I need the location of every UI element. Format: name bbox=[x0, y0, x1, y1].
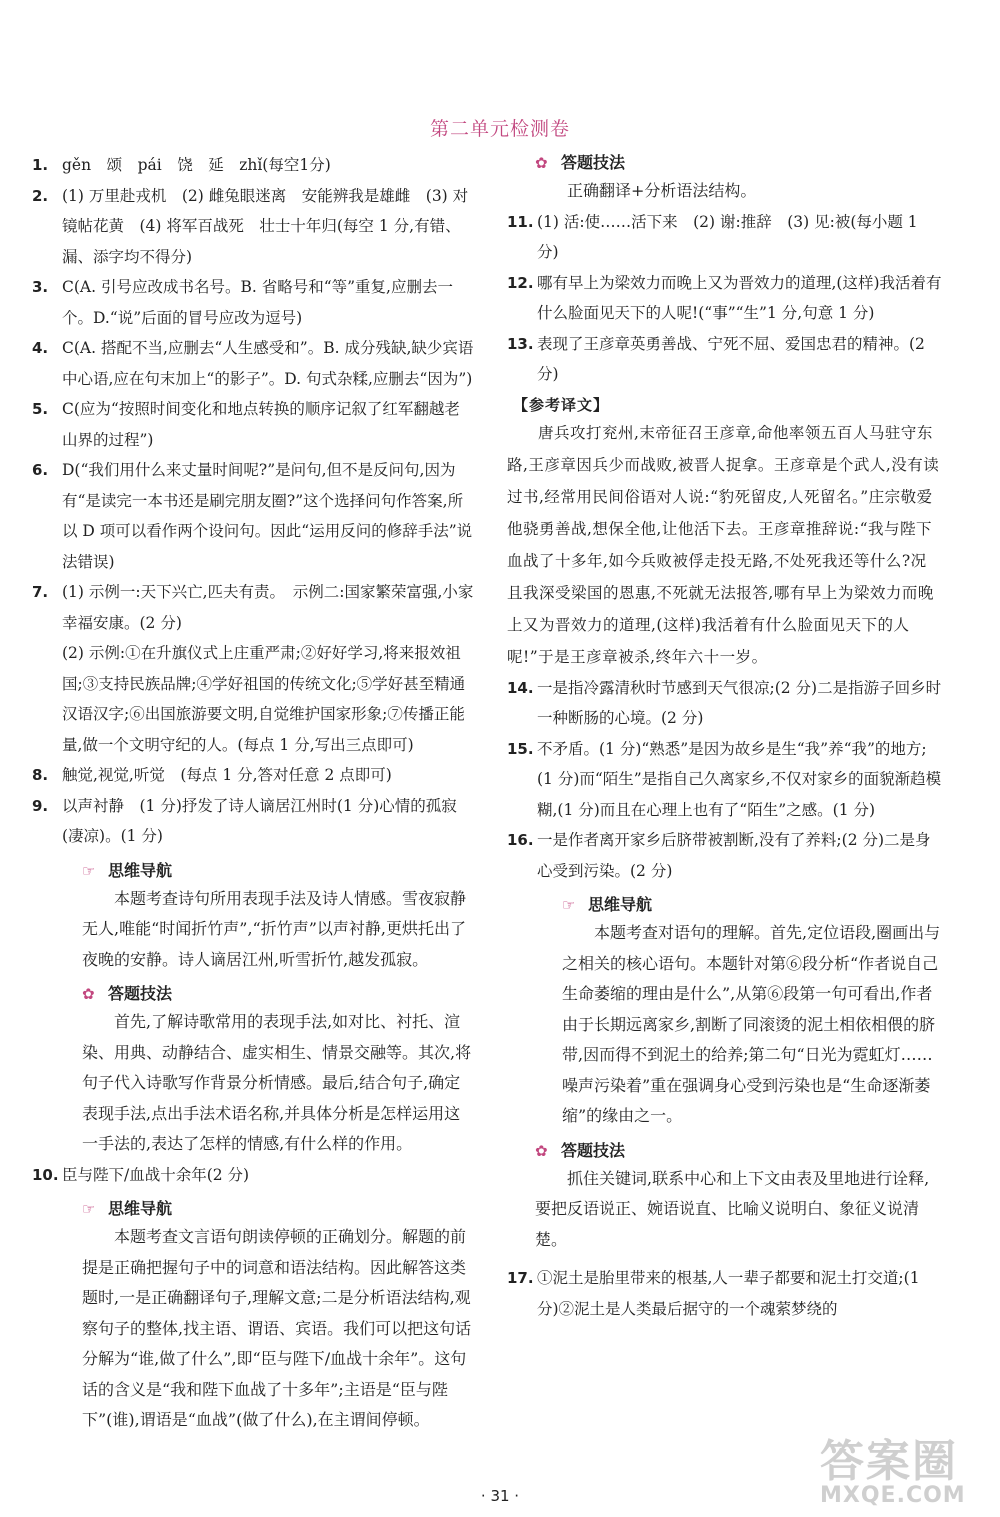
answer-item: (2) 示例:①在升旗仪式上庄重严肃;②好好学习,将来报效祖国;③支持民族品牌;④学好祖国的传统文化;⑤学好甚至精通汉语汉字;⑥出国旅游要文明,自觉维护国家形象;⑦传播正能量,做一个文明守纪的人。(每点 1 分,写出三点即可) bbox=[62, 644, 466, 754]
answer-item: 10. 臣与陛下/血战十余年(2 分) bbox=[32, 1165, 250, 1184]
answer-method: ✿ 答题技法 正确翻译+分析语法结构。 bbox=[535, 153, 757, 200]
answer-item: 9. 以声衬静 (1 分)抒发了诗人谪居江州时(1 分)心情的孤寂(凄凉)。(1 分) bbox=[32, 796, 457, 845]
answer-item: 5. C(应为“按照时间变化和地点转换的顺序记叙了红军翻越老山界的过程”) bbox=[32, 400, 460, 449]
page-number: · 31 · bbox=[480, 1487, 520, 1505]
answer-item: 17. ①泥土是胎里带来的根基,人一辈子都要和泥土打交道;(1 分)②泥土是人类最后据守的一个魂萦梦绕的 bbox=[507, 1269, 920, 1318]
hand-icon: ☞ bbox=[82, 1200, 96, 1218]
hand-icon: ☞ bbox=[562, 896, 576, 914]
answer-item: 16. 一是作者离开家乡后脐带被割断,没有了养料;(2 分)二是身心受到污染。(2 分) bbox=[507, 831, 931, 880]
answer-item: 7. (1) 示例一:天下兴亡,匹夫有责。 示例二:国家繁荣富强,小家幸福安康。(2 分) bbox=[32, 583, 474, 632]
hand-icon: ☞ bbox=[82, 861, 96, 880]
left-column bbox=[32, 150, 474, 1436]
answer-item: 3. C(A. 引号应改成书名号。B. 省略号和“等”重复,应删去一个。D.“说”后面的冒号应改为逗号) bbox=[32, 278, 453, 327]
answer-item: 2. (1) 万里赴戎机 (2) 雌兔眼迷离 安能辨我是雄雌 (3) 对镜帖花黄 (4) 将军百战死 壮士十年归(每空 1 分,有错、漏、添字均不得分) bbox=[32, 186, 469, 266]
flower-icon: ✿ bbox=[82, 985, 95, 1003]
reference-translation: 【参考译文】 唐兵攻打兖州,末帝征召王彦章,命他率领五百人马驻守东路,王彦章因兵少而战败,被晋人捉拿。王彦章是个武人,没有读过书,经常用民间俗语对人说:“豹死留皮,人死留名。”庄宗敬爱他骁勇善战,想保全他,让他活下去。王彦章推辞说:“我与陛下血战了十多年,如今兵败被俘走投无路,不处死我还等什么?况且我深受梁国的恩惠,不死就无法报答,哪有早上为梁效力而晚上又为晋效力的道理,(这样)我活着有什么脸面见天下的人呢!”于是王彦章被杀,终年六十一岁。 bbox=[507, 395, 940, 666]
answer-item: 6. D(“我们用什么来丈量时间呢?”是问句,但不是反问句,因为有“是读完一本书还是刷完朋友圈?”这个选择问句作答案,所以 D 项可以看作两个设问句。因此“运用反问的修辞手法”说法错误) bbox=[32, 461, 473, 571]
answer-item: 11. (1) 活:使……活下来 (2) 谢:推辞 (3) 见:被(每小题 1 分) bbox=[507, 212, 918, 261]
answer-item: 4. C(A. 搭配不当,应删去“人生感受和”。B. 成分残缺,缺少宾语中心语,应在句末加上“的影子”。D. 句式杂糅,应删去“因为”) bbox=[32, 339, 474, 388]
answer-item: 14. 一是指冷露清秋时节感到天气很凉;(2 分)二是指游子回乡时一种断肠的心境。(2 分) bbox=[507, 678, 942, 727]
answer-method: ✿ 答题技法 抓住关键词,联系中心和上下文由表及里地进行诠释,要把反语说正、婉语说直、比喻义说明白、象征义说清楚。 bbox=[535, 1140, 930, 1249]
watermark-logo: 答案圈 MXQE.COM bbox=[820, 1436, 966, 1508]
thinking-guide: ☞ 思维导航 本题考查诗句所用表现手法及诗人情感。雪夜寂静无人,唯能“时闻折竹声”,“折竹声”以声衬静,更烘托出了夜晚的安静。诗人谪居江州,听雪折竹,越发孤寂。 bbox=[82, 860, 467, 969]
answer-item: 12. 哪有早上为梁效力而晚上又为晋效力的道理,(这样)我活着有什么脸面见天下的人呢!(“事”“生”1 分,句意 1 分) bbox=[507, 273, 942, 322]
answer-item: 8. 触觉,视觉,听觉 (每点 1 分,答对任意 2 点即可) bbox=[32, 766, 392, 784]
right-column bbox=[507, 150, 942, 1324]
page-title: 第二单元检测卷 bbox=[429, 118, 570, 140]
flower-icon: ✿ bbox=[535, 1141, 548, 1160]
answer-item: 13. 表现了王彦章英勇善战、宁死不屈、爱国忠君的精神。(2 分) bbox=[507, 334, 925, 383]
answer-item: 1. gěn 颂 pái 饶 延 zhǐ(每空1分) bbox=[32, 156, 331, 174]
answer-item: 15. 不矛盾。(1 分)“熟悉”是因为故乡是生“我”养“我”的地方;(1 分)而“陌生”是指自己久离家乡,不仅对家乡的面貌渐趋模糊,(1 分)而且在心理上也有了“陌生”之感。(1 分) bbox=[507, 739, 942, 819]
thinking-guide: ☞ 思维导航 本题考查文言语句朗读停顿的正确划分。解题的前提是正确把握句子中的词意和语法结构。因此解答这类题时,一是正确翻译句子,理解文意;二是分析语法结构,观察句子的整体,找主语、谓语、宾语。我们可以把这句话分解为“谁,做了什么”,即“臣与陛下/血战十余年”。这句话的含义是“我和陛下血战了十多年”;主语是“臣与陛下”(谁),谓语是“血战”(做了什么),在主谓间停顿。 bbox=[82, 1199, 472, 1429]
thinking-guide: ☞ 思维导航 本题考查对语句的理解。首先,定位语段,圈画出与之相关的核心语句。本题针对第⑥段分析“作者说自己生命萎缩的理由是什么”,从第⑥段第一句可看出,作者由于长期远离家乡,割断了同滚烫的泥土相依相偎的脐带,因而得不到泥土的给养;第二句“日光为霓虹灯……噪声污染着”重在强调身心受到污染也是“生命逐渐萎缩”的缘由之一。 bbox=[562, 895, 941, 1125]
answer-method: ✿ 答题技法 首先,了解诗歌常用的表现手法,如对比、衬托、渲染、用典、动静结合、虚实相生、情景交融等。其次,将句子代入诗歌写作背景分析情感。最后,结合句子,确定表现手法,点出手法术语名称,并具体分析是怎样运用这一手法的,表达了怎样的情感,有什么样的作用。 bbox=[82, 984, 472, 1153]
flower-icon: ✿ bbox=[535, 154, 548, 172]
